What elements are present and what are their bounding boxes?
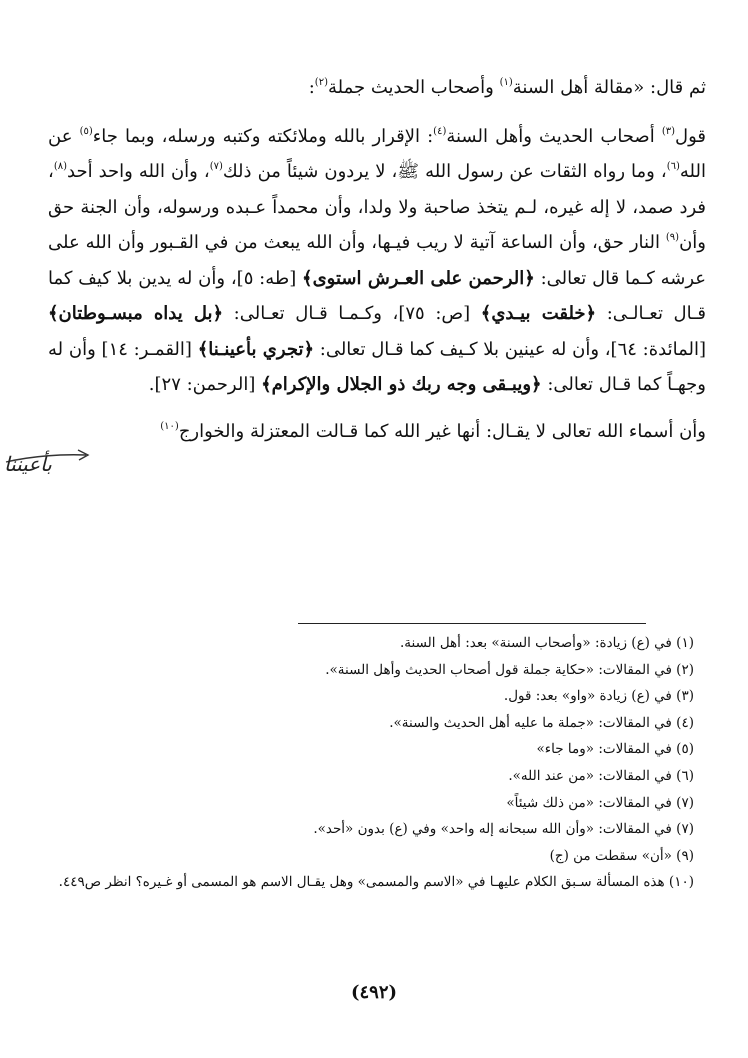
footnote-ref[interactable]: (٦) [666,161,680,172]
quran-quote: ﴿خلقت بيـدي﴾ [480,303,597,324]
footnote-item: (٤) في المقالات: «جملة ما عليه أهل الحديث والسنة». [389,714,694,731]
intro-line [48,70,706,106]
paragraph-names [48,414,706,450]
footnote-item: (٥) في المقالات: «وما جاء» [536,741,694,758]
footnote-ref[interactable]: (٤) [433,125,447,137]
footnote-item: (٧) في المقالات: «وأن الله سبحانه إله واحد» وفي (ع) بدون «أحد». [313,821,694,838]
footnote-ref[interactable]: (٩) [665,232,680,243]
text-run: [القمـر: ١٤] وأن له وجهـاً كما قـال تعالى: [48,338,706,395]
main-text [48,70,706,449]
footnote-item: (٧) في المقالات: «من ذلك شيئاً» [506,794,694,811]
text-run: قول [675,125,706,147]
footnotes [50,630,694,896]
footnote-ref[interactable]: (١) [499,77,513,88]
quran-quote: ﴿ويبـقى وجه ربك ذو الجلال والإكرام﴾ [261,374,542,395]
footnote-ref[interactable]: (٧) [209,161,223,172]
footnote-ref[interactable]: (٨) [53,161,67,172]
text-run: وأن أسماء الله تعالى لا يقـال: أنها غير الله كما قـالت المعتزلة والخوارج [178,420,706,442]
footnote-item: (٢) في المقالات: «حكاية جملة قول أصحاب الحديث وأهل السنة». [325,661,694,678]
text-run: عن الله [48,125,706,182]
footnote-item: (١) في (ع) زيادة: «وأصحاب السنة» بعد: أهل السنة. [400,635,694,651]
footnote-ref[interactable]: (١٠) [160,420,179,432]
text-run: النار حق، وأن الساعة آتية لا ريب فيـها، وأن الله يبعث من في القـبور وأن الله على عرشه كـما قال تعالى: [48,232,706,289]
quran-quote: ﴿الرحمن على العـرش استوى﴾ [302,267,535,289]
intro-text: : [308,77,315,98]
text-run: : الإقرار بالله وملائكته وكتبه ورسله، وبما جاء [92,125,434,147]
handwritten-margin-note: بأعيننا [4,452,52,476]
footnote-divider [298,623,646,624]
footnote-item: (٩) «أن» سقطت من (ج) [549,847,694,864]
footnote-item: (١٠) هذه المسألة سـبق الكلام عليهـا في «الاسم والمسمى» وهل يقـال الاسم هو المسمى أو غـيره؟ انظر ص٤٤٩. [58,874,694,891]
text-run: [المائدة: ٦٤]، وأن له عينين بلا كـيف كما قـال تعالى: [314,338,707,360]
quran-quote: ﴿تجري بأعينـنا﴾ [197,338,315,360]
footnote-ref[interactable]: (٥) [79,125,93,137]
footnote-item: (٣) في (ع) زيادة «واو» بعد: قول. [503,688,694,705]
text-run: ، وأن الله واحد أحد [67,161,210,182]
page-number: (٤٩٢) [350,982,398,1003]
footnote-ref[interactable]: (٣) [661,125,676,137]
text-run: أصحاب الحديث وأهل السنة [446,125,662,147]
text-run: [ص: ٧٥]، وكـمـا قـال تعـالى: [223,303,481,324]
intro-text: وأصحاب الحديث جملة [327,77,500,98]
text-run: ، وما رواه الثقات عن رسول الله ﷺ، لا يردون شيئاً من ذلك [222,161,667,182]
text-run: [طه: ٥]، وأن له يدين بلا كيف كما قـال تعـالـى: [48,267,706,324]
intro-text: ثم قال: «مقالة أهل السنة [512,77,706,98]
quran-quote: ﴿بل يداه مبسـوطتان﴾ [48,303,224,324]
paragraph-creed [48,119,706,403]
footnote-ref[interactable]: (٢) [314,77,328,88]
text-run: [الرحمن: ٢٧]. [148,374,262,395]
footnote-item: (٦) في المقالات: «من عند الله». [508,767,694,784]
text-run: ، فرد صمد، لا إله غيره، لـم يتخذ صاحبة ولا ولدا، وأن محمداً عـبده ورسوله، وأن الجنة حق وأن [48,161,706,253]
